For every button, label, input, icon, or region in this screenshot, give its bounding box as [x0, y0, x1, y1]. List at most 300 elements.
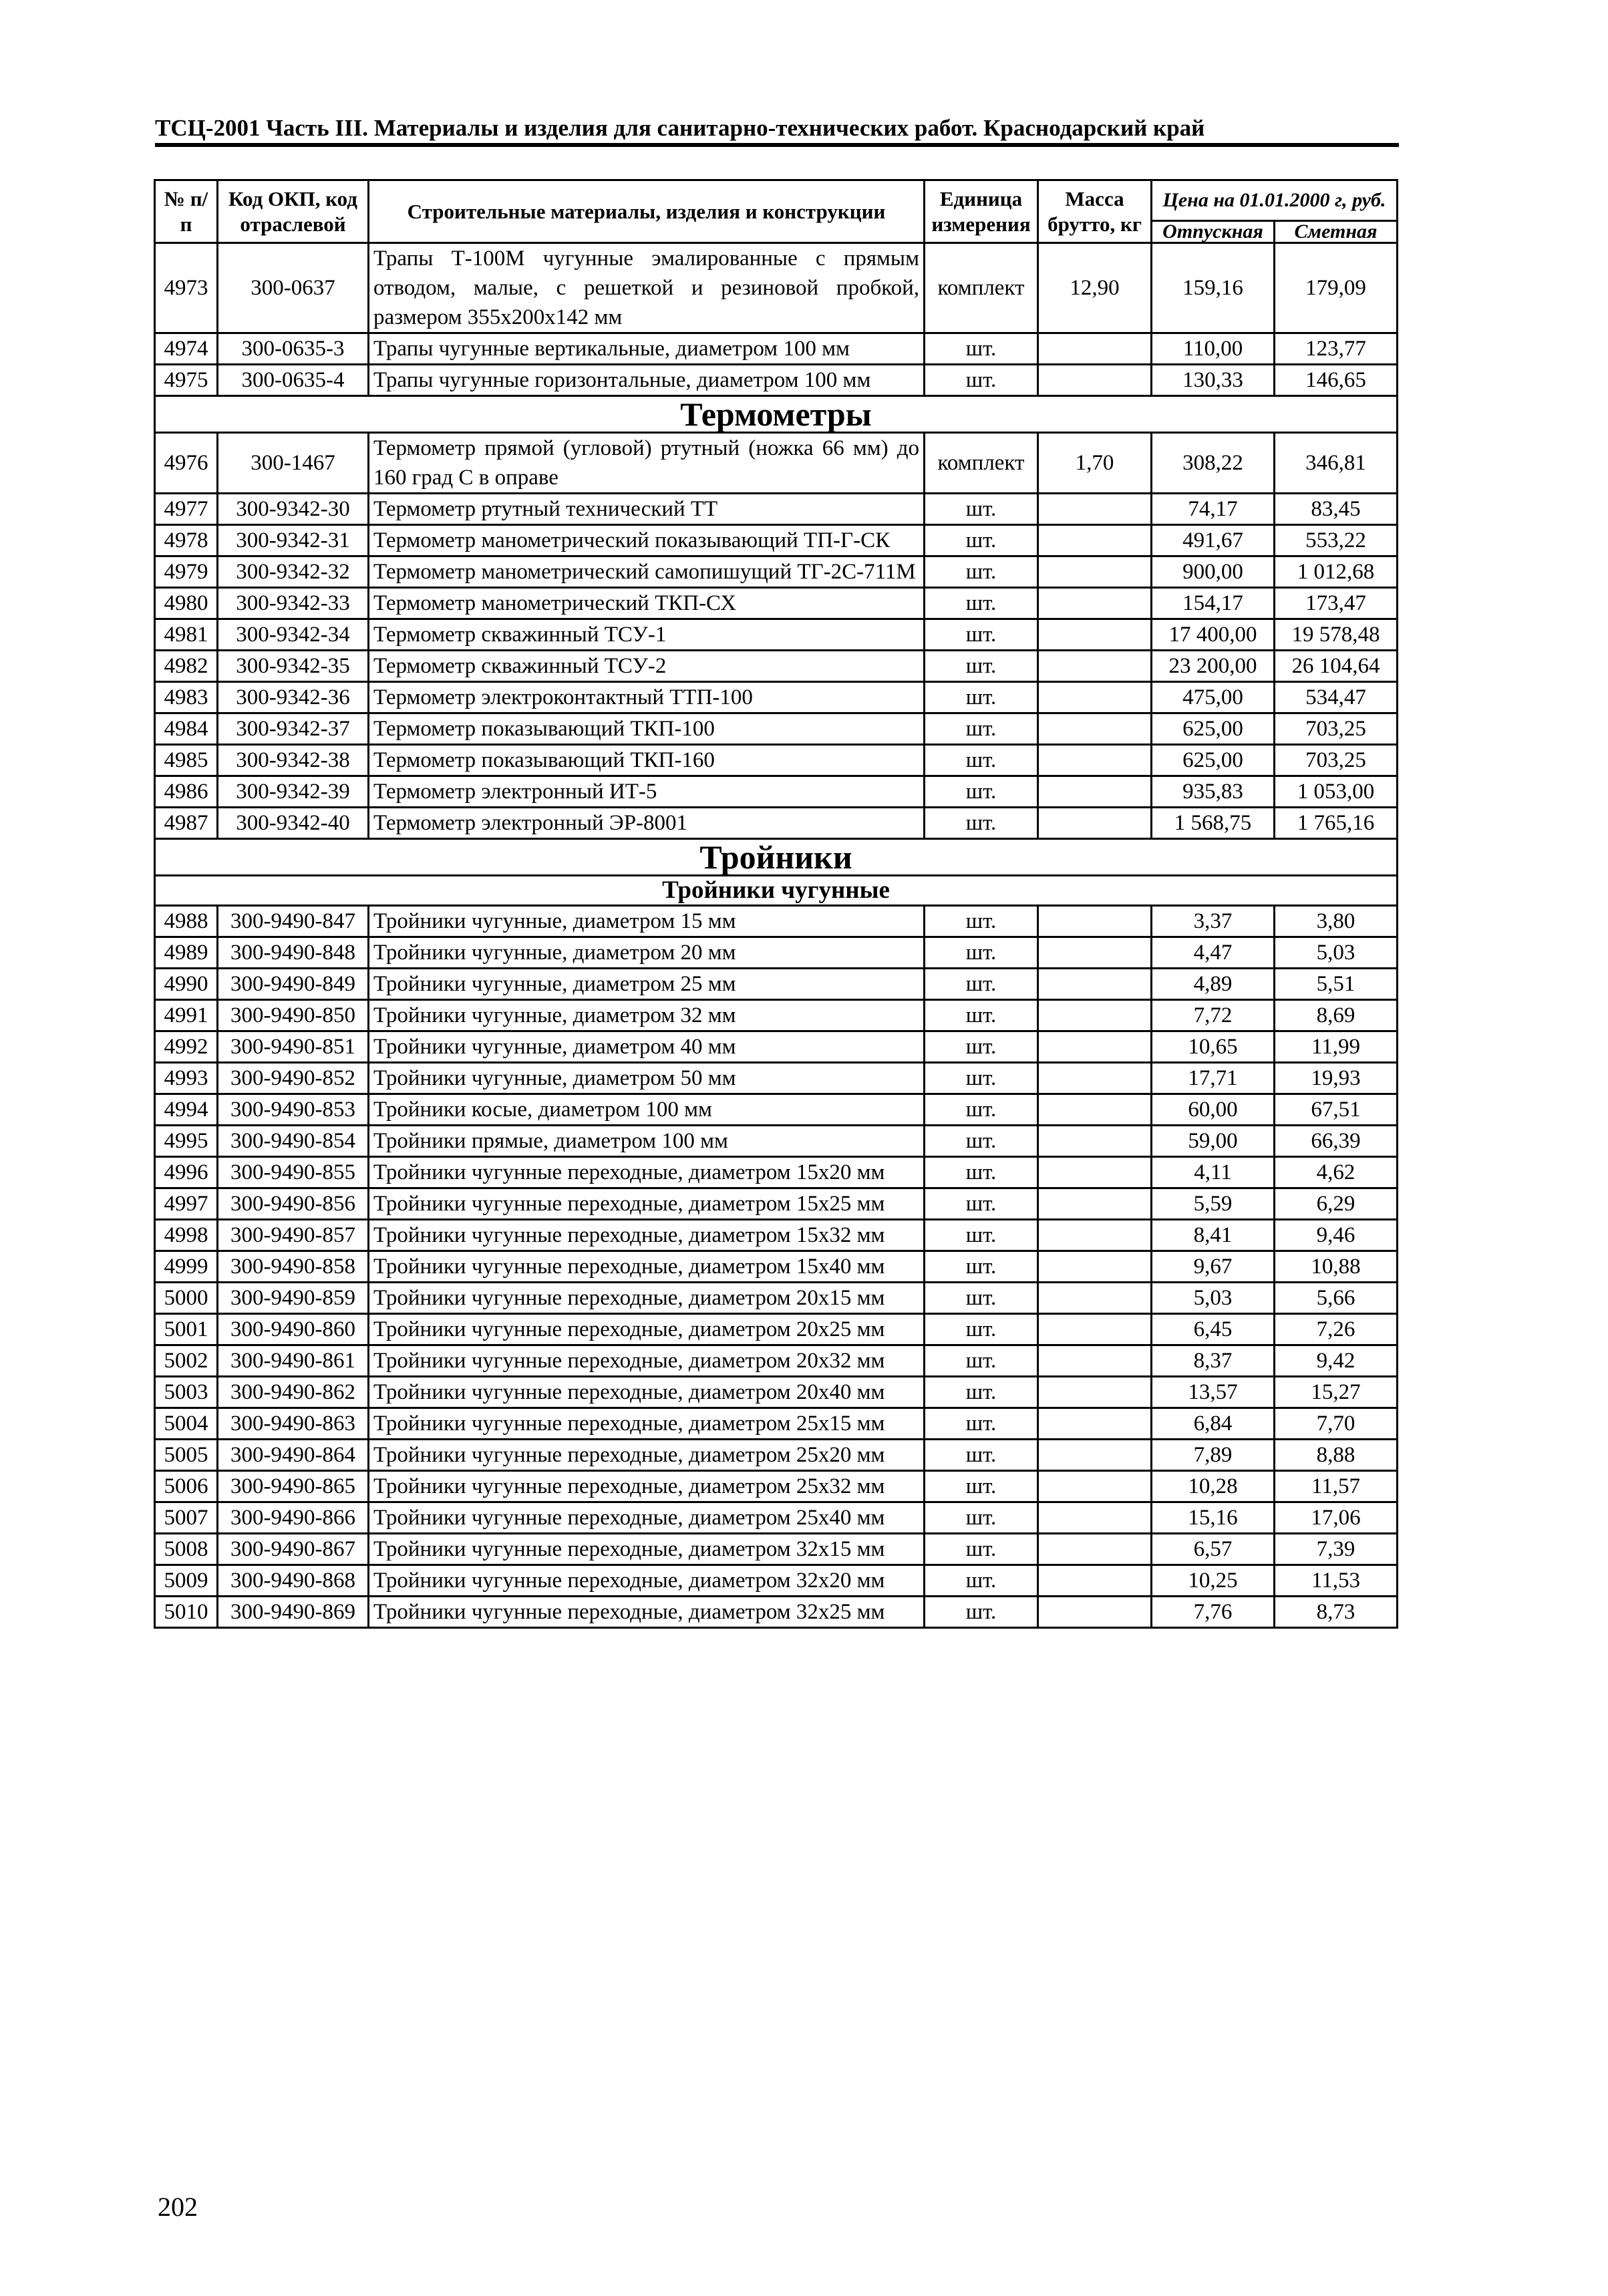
cell-mass	[1038, 1126, 1152, 1157]
cell-unit: шт.	[925, 1220, 1038, 1251]
cell-mass	[1038, 969, 1152, 1000]
cell-num: 4987	[155, 808, 218, 839]
cell-name: Трапы чугунные горизонтальные, диаметром 100 мм	[369, 365, 925, 396]
cell-price-release: 3,37	[1152, 906, 1275, 937]
cell-mass	[1038, 1440, 1152, 1471]
cell-price-estimate: 11,53	[1275, 1565, 1398, 1597]
cell-price-release: 308,22	[1152, 433, 1275, 494]
cell-price-release: 4,11	[1152, 1157, 1275, 1188]
cell-code: 300-9342-33	[218, 588, 369, 619]
cell-unit: комплект	[925, 433, 1038, 494]
cell-name: Трапы Т-100М чугунные эмалированные с прямым отводом, малые, с решеткой и резиновой пробкой, размером 355x200x142 мм	[369, 243, 925, 333]
cell-unit: шт.	[925, 1534, 1038, 1565]
cell-num: 5004	[155, 1408, 218, 1440]
cell-code: 300-9342-38	[218, 745, 369, 776]
cell-mass	[1038, 525, 1152, 556]
header-code: Код ОКП, код отраслевой	[218, 180, 369, 243]
cell-price-estimate: 1 765,16	[1275, 808, 1398, 839]
cell-unit: шт.	[925, 906, 1038, 937]
cell-name: Тройники чугунные, диаметром 15 мм	[369, 906, 925, 937]
cell-mass	[1038, 1471, 1152, 1502]
cell-name: Термометр показывающий ТКП-100	[369, 713, 925, 745]
table-row	[155, 682, 1398, 713]
cell-price-release: 23 200,00	[1152, 651, 1275, 682]
cell-code: 300-9490-852	[218, 1063, 369, 1094]
cell-price-release: 4,47	[1152, 937, 1275, 969]
cell-unit: шт.	[925, 494, 1038, 525]
cell-num: 4993	[155, 1063, 218, 1094]
table-row	[155, 1157, 1398, 1188]
cell-name: Термометр манометрический показывающий ТП-Г-СК	[369, 525, 925, 556]
cell-unit: шт.	[925, 1031, 1038, 1063]
cell-num: 4976	[155, 433, 218, 494]
section-title-tees: Тройники	[155, 839, 1398, 876]
cell-num: 5008	[155, 1534, 218, 1565]
cell-unit: шт.	[925, 619, 1038, 651]
table-row	[155, 808, 1398, 839]
cell-price-estimate: 703,25	[1275, 713, 1398, 745]
cell-code: 300-9490-857	[218, 1220, 369, 1251]
cell-mass	[1038, 556, 1152, 588]
cell-mass	[1038, 1345, 1152, 1377]
cell-code: 300-9490-869	[218, 1597, 369, 1628]
cell-unit: шт.	[925, 651, 1038, 682]
cell-mass	[1038, 1408, 1152, 1440]
cell-price-estimate: 1 053,00	[1275, 776, 1398, 808]
table-row	[155, 1440, 1398, 1471]
cell-unit: шт.	[925, 333, 1038, 365]
cell-price-release: 10,25	[1152, 1565, 1275, 1597]
cell-mass	[1038, 808, 1152, 839]
cell-name: Тройники чугунные переходные, диаметром 15x20 мм	[369, 1157, 925, 1188]
table-row	[155, 1377, 1398, 1408]
table-row	[155, 243, 1398, 333]
cell-price-release: 17 400,00	[1152, 619, 1275, 651]
cell-price-release: 8,37	[1152, 1345, 1275, 1377]
cell-price-estimate: 83,45	[1275, 494, 1398, 525]
cell-price-estimate: 67,51	[1275, 1094, 1398, 1126]
cell-name: Термометр электронный ЭР-8001	[369, 808, 925, 839]
price-table	[154, 179, 1398, 1629]
cell-price-estimate: 66,39	[1275, 1126, 1398, 1157]
cell-mass	[1038, 1534, 1152, 1565]
cell-mass	[1038, 365, 1152, 396]
cell-code: 300-9342-39	[218, 776, 369, 808]
cell-price-release: 110,00	[1152, 333, 1275, 365]
cell-code: 300-9342-35	[218, 651, 369, 682]
cell-price-estimate: 8,88	[1275, 1440, 1398, 1471]
cell-code: 300-0637	[218, 243, 369, 333]
cell-price-estimate: 1 012,68	[1275, 556, 1398, 588]
table-row	[155, 651, 1398, 682]
cell-price-release: 1 568,75	[1152, 808, 1275, 839]
cell-code: 300-9342-36	[218, 682, 369, 713]
cell-price-release: 6,57	[1152, 1534, 1275, 1565]
cell-mass	[1038, 1502, 1152, 1534]
table-row	[155, 1534, 1398, 1565]
cell-num: 4979	[155, 556, 218, 588]
cell-name: Тройники чугунные переходные, диаметром 25x32 мм	[369, 1471, 925, 1502]
cell-name: Тройники чугунные переходные, диаметром 25x15 мм	[369, 1408, 925, 1440]
table-header	[155, 180, 1398, 243]
cell-price-estimate: 5,03	[1275, 937, 1398, 969]
cell-name: Тройники чугунные, диаметром 40 мм	[369, 1031, 925, 1063]
cell-code: 300-9490-847	[218, 906, 369, 937]
cell-unit: шт.	[925, 1314, 1038, 1345]
cell-code: 300-9342-31	[218, 525, 369, 556]
table-row	[155, 1314, 1398, 1345]
table-row	[155, 1220, 1398, 1251]
cell-name: Тройники косые, диаметром 100 мм	[369, 1094, 925, 1126]
cell-num: 4977	[155, 494, 218, 525]
cell-name: Тройники чугунные переходные, диаметром 20x40 мм	[369, 1377, 925, 1408]
cell-code: 300-9490-868	[218, 1565, 369, 1597]
cell-price-estimate: 17,06	[1275, 1502, 1398, 1534]
cell-name: Тройники чугунные, диаметром 32 мм	[369, 1000, 925, 1031]
cell-num: 4989	[155, 937, 218, 969]
cell-code: 300-0635-4	[218, 365, 369, 396]
cell-mass: 1,70	[1038, 433, 1152, 494]
cell-unit: комплект	[925, 243, 1038, 333]
cell-price-release: 130,33	[1152, 365, 1275, 396]
cell-mass: 12,90	[1038, 243, 1152, 333]
cell-name: Термометр скважинный ТСУ-1	[369, 619, 925, 651]
cell-unit: шт.	[925, 525, 1038, 556]
cell-mass	[1038, 776, 1152, 808]
cell-price-release: 935,83	[1152, 776, 1275, 808]
cell-mass	[1038, 1251, 1152, 1283]
cell-code: 300-9490-866	[218, 1502, 369, 1534]
cell-mass	[1038, 1188, 1152, 1220]
table-row	[155, 1565, 1398, 1597]
cell-price-estimate: 15,27	[1275, 1377, 1398, 1408]
table-row	[155, 333, 1398, 365]
cell-num: 5003	[155, 1377, 218, 1408]
cell-mass	[1038, 682, 1152, 713]
cell-price-estimate: 11,99	[1275, 1031, 1398, 1063]
cell-num: 5009	[155, 1565, 218, 1597]
cell-name: Тройники чугунные, диаметром 25 мм	[369, 969, 925, 1000]
cell-name: Тройники чугунные переходные, диаметром 32x15 мм	[369, 1534, 925, 1565]
cell-price-estimate: 5,66	[1275, 1283, 1398, 1314]
cell-unit: шт.	[925, 937, 1038, 969]
cell-unit: шт.	[925, 1251, 1038, 1283]
cell-code: 300-9342-37	[218, 713, 369, 745]
cell-num: 4983	[155, 682, 218, 713]
table-body-tees	[155, 906, 1398, 1628]
cell-price-estimate: 553,22	[1275, 525, 1398, 556]
cell-mass	[1038, 1157, 1152, 1188]
cell-num: 4994	[155, 1094, 218, 1126]
cell-code: 300-1467	[218, 433, 369, 494]
table-row	[155, 1408, 1398, 1440]
cell-num: 4981	[155, 619, 218, 651]
cell-name: Термометр электроконтактный ТТП-100	[369, 682, 925, 713]
cell-unit: шт.	[925, 1000, 1038, 1031]
cell-mass	[1038, 713, 1152, 745]
cell-code: 300-9490-858	[218, 1251, 369, 1283]
section-tees	[155, 839, 1398, 906]
cell-price-estimate: 26 104,64	[1275, 651, 1398, 682]
cell-code: 300-0635-3	[218, 333, 369, 365]
cell-unit: шт.	[925, 808, 1038, 839]
cell-price-release: 900,00	[1152, 556, 1275, 588]
cell-name: Трапы чугунные вертикальные, диаметром 100 мм	[369, 333, 925, 365]
cell-name: Тройники чугунные, диаметром 20 мм	[369, 937, 925, 969]
table-row	[155, 1597, 1398, 1628]
cell-mass	[1038, 1094, 1152, 1126]
cell-price-release: 5,59	[1152, 1188, 1275, 1220]
page-number: 202	[158, 2192, 198, 2222]
cell-code: 300-9490-855	[218, 1157, 369, 1188]
cell-price-estimate: 4,62	[1275, 1157, 1398, 1188]
cell-unit: шт.	[925, 588, 1038, 619]
cell-price-release: 15,16	[1152, 1502, 1275, 1534]
cell-code: 300-9490-848	[218, 937, 369, 969]
cell-unit: шт.	[925, 1345, 1038, 1377]
header-price-estimate: Сметная	[1275, 221, 1398, 243]
page-header: ТСЦ-2001 Часть III. Материалы и изделия для санитарно-технических работ. Краснодарский край	[155, 115, 1205, 141]
cell-code: 300-9490-859	[218, 1283, 369, 1314]
cell-mass	[1038, 745, 1152, 776]
cell-price-release: 60,00	[1152, 1094, 1275, 1126]
cell-num: 4973	[155, 243, 218, 333]
cell-unit: шт.	[925, 776, 1038, 808]
cell-num: 4991	[155, 1000, 218, 1031]
cell-name: Тройники чугунные переходные, диаметром 15x25 мм	[369, 1188, 925, 1220]
table-row	[155, 969, 1398, 1000]
cell-code: 300-9342-34	[218, 619, 369, 651]
cell-code: 300-9490-851	[218, 1031, 369, 1063]
cell-mass	[1038, 1220, 1152, 1251]
cell-code: 300-9490-853	[218, 1094, 369, 1126]
cell-price-release: 4,89	[1152, 969, 1275, 1000]
cell-code: 300-9490-850	[218, 1000, 369, 1031]
table-row	[155, 1188, 1398, 1220]
cell-unit: шт.	[925, 1157, 1038, 1188]
table-row	[155, 1502, 1398, 1534]
cell-code: 300-9490-856	[218, 1188, 369, 1220]
cell-num: 4990	[155, 969, 218, 1000]
cell-unit: шт.	[925, 1502, 1038, 1534]
cell-price-release: 17,71	[1152, 1063, 1275, 1094]
cell-num: 5005	[155, 1440, 218, 1471]
cell-price-estimate: 8,69	[1275, 1000, 1398, 1031]
cell-mass	[1038, 1597, 1152, 1628]
cell-unit: шт.	[925, 1440, 1038, 1471]
table-row	[155, 556, 1398, 588]
cell-price-release: 5,03	[1152, 1283, 1275, 1314]
cell-price-estimate: 179,09	[1275, 243, 1398, 333]
cell-mass	[1038, 333, 1152, 365]
cell-name: Термометр прямой (угловой) ртутный (ножка 66 мм) до 160 град С в оправе	[369, 433, 925, 494]
cell-num: 5010	[155, 1597, 218, 1628]
cell-price-estimate: 9,42	[1275, 1345, 1398, 1377]
cell-unit: шт.	[925, 556, 1038, 588]
cell-unit: шт.	[925, 1377, 1038, 1408]
cell-name: Термометр скважинный ТСУ-2	[369, 651, 925, 682]
cell-price-estimate: 19,93	[1275, 1063, 1398, 1094]
cell-unit: шт.	[925, 1094, 1038, 1126]
cell-mass	[1038, 1314, 1152, 1345]
cell-num: 4978	[155, 525, 218, 556]
cell-num: 4980	[155, 588, 218, 619]
cell-price-release: 625,00	[1152, 745, 1275, 776]
table-row	[155, 365, 1398, 396]
header-unit: Единица измерения	[925, 180, 1038, 243]
cell-price-release: 475,00	[1152, 682, 1275, 713]
cell-num: 5007	[155, 1502, 218, 1534]
cell-name: Тройники чугунные, диаметром 50 мм	[369, 1063, 925, 1094]
cell-code: 300-9342-40	[218, 808, 369, 839]
cell-price-estimate: 7,70	[1275, 1408, 1398, 1440]
cell-price-estimate: 6,29	[1275, 1188, 1398, 1220]
cell-num: 4999	[155, 1251, 218, 1283]
cell-num: 4996	[155, 1157, 218, 1188]
cell-price-estimate: 7,39	[1275, 1534, 1398, 1565]
cell-price-estimate: 11,57	[1275, 1471, 1398, 1502]
cell-price-release: 7,89	[1152, 1440, 1275, 1471]
cell-num: 4998	[155, 1220, 218, 1251]
cell-name: Тройники чугунные переходные, диаметром 25x20 мм	[369, 1440, 925, 1471]
cell-code: 300-9490-862	[218, 1377, 369, 1408]
table-row	[155, 588, 1398, 619]
cell-code: 300-9490-861	[218, 1345, 369, 1377]
header-rule	[155, 143, 1399, 147]
table-row	[155, 776, 1398, 808]
cell-mass	[1038, 1031, 1152, 1063]
cell-num: 4997	[155, 1188, 218, 1220]
cell-num: 4988	[155, 906, 218, 937]
cell-unit: шт.	[925, 365, 1038, 396]
cell-num: 5006	[155, 1471, 218, 1502]
cell-price-estimate: 3,80	[1275, 906, 1398, 937]
table-row	[155, 1094, 1398, 1126]
cell-mass	[1038, 651, 1152, 682]
cell-unit: шт.	[925, 682, 1038, 713]
cell-price-estimate: 173,47	[1275, 588, 1398, 619]
cell-code: 300-9342-32	[218, 556, 369, 588]
cell-unit: шт.	[925, 1283, 1038, 1314]
table-row	[155, 433, 1398, 494]
cell-unit: шт.	[925, 1126, 1038, 1157]
table-row	[155, 1000, 1398, 1031]
table-row	[155, 1063, 1398, 1094]
table-row	[155, 713, 1398, 745]
cell-mass	[1038, 937, 1152, 969]
cell-price-estimate: 10,88	[1275, 1251, 1398, 1283]
cell-name: Тройники чугунные переходные, диаметром 15x32 мм	[369, 1220, 925, 1251]
table-body-top	[155, 243, 1398, 396]
cell-code: 300-9490-864	[218, 1440, 369, 1471]
table-row	[155, 1126, 1398, 1157]
table-row	[155, 1471, 1398, 1502]
cell-name: Термометр ртутный технический ТТ	[369, 494, 925, 525]
cell-num: 4974	[155, 333, 218, 365]
cell-unit: шт.	[925, 713, 1038, 745]
table-row	[155, 937, 1398, 969]
cell-price-release: 625,00	[1152, 713, 1275, 745]
cell-name: Термометр манометрический самопишущий ТГ-2С-711М	[369, 556, 925, 588]
cell-unit: шт.	[925, 745, 1038, 776]
table-row	[155, 1345, 1398, 1377]
table-row	[155, 906, 1398, 937]
cell-price-release: 13,57	[1152, 1377, 1275, 1408]
cell-mass	[1038, 1377, 1152, 1408]
cell-name: Тройники чугунные переходные, диаметром 20x32 мм	[369, 1345, 925, 1377]
table-row	[155, 1251, 1398, 1283]
cell-unit: шт.	[925, 1063, 1038, 1094]
cell-num: 4992	[155, 1031, 218, 1063]
cell-price-release: 7,76	[1152, 1597, 1275, 1628]
cell-mass	[1038, 494, 1152, 525]
cell-num: 4975	[155, 365, 218, 396]
cell-code: 300-9490-867	[218, 1534, 369, 1565]
cell-mass	[1038, 588, 1152, 619]
cell-unit: шт.	[925, 1597, 1038, 1628]
table-row	[155, 619, 1398, 651]
cell-name: Тройники чугунные переходные, диаметром 25x40 мм	[369, 1502, 925, 1534]
cell-name: Тройники чугунные переходные, диаметром 20x15 мм	[369, 1283, 925, 1314]
cell-name: Тройники чугунные переходные, диаметром 15x40 мм	[369, 1251, 925, 1283]
cell-price-release: 7,72	[1152, 1000, 1275, 1031]
cell-num: 5002	[155, 1345, 218, 1377]
cell-unit: шт.	[925, 1471, 1038, 1502]
cell-name: Тройники чугунные переходные, диаметром 32x20 мм	[369, 1565, 925, 1597]
cell-price-estimate: 19 578,48	[1275, 619, 1398, 651]
table-row	[155, 1283, 1398, 1314]
cell-num: 4985	[155, 745, 218, 776]
cell-code: 300-9490-865	[218, 1471, 369, 1502]
header-num: № п/п	[155, 180, 218, 243]
cell-name: Тройники чугунные переходные, диаметром 20x25 мм	[369, 1314, 925, 1345]
cell-price-release: 159,16	[1152, 243, 1275, 333]
cell-name: Тройники прямые, диаметром 100 мм	[369, 1126, 925, 1157]
cell-price-estimate: 8,73	[1275, 1597, 1398, 1628]
cell-price-release: 59,00	[1152, 1126, 1275, 1157]
header-mass: Масса брутто, кг	[1038, 180, 1152, 243]
cell-price-release: 6,45	[1152, 1314, 1275, 1345]
section-title-thermometers: Термометры	[155, 396, 1398, 433]
cell-price-release: 9,67	[1152, 1251, 1275, 1283]
table-row	[155, 494, 1398, 525]
cell-num: 4986	[155, 776, 218, 808]
cell-price-release: 6,84	[1152, 1408, 1275, 1440]
cell-price-release: 8,41	[1152, 1220, 1275, 1251]
cell-mass	[1038, 1000, 1152, 1031]
cell-price-release: 154,17	[1152, 588, 1275, 619]
header-name: Строительные материалы, изделия и конструкции	[369, 180, 925, 243]
cell-price-estimate: 703,25	[1275, 745, 1398, 776]
table-row	[155, 525, 1398, 556]
cell-unit: шт.	[925, 969, 1038, 1000]
cell-price-release: 10,65	[1152, 1031, 1275, 1063]
cell-name: Термометр показывающий ТКП-160	[369, 745, 925, 776]
cell-code: 300-9490-860	[218, 1314, 369, 1345]
cell-code: 300-9490-863	[218, 1408, 369, 1440]
table-row	[155, 1031, 1398, 1063]
cell-price-estimate: 146,65	[1275, 365, 1398, 396]
cell-price-estimate: 346,81	[1275, 433, 1398, 494]
cell-name: Термометр манометрический ТКП-СХ	[369, 588, 925, 619]
section-thermometers	[155, 396, 1398, 433]
cell-unit: шт.	[925, 1408, 1038, 1440]
cell-num: 5001	[155, 1314, 218, 1345]
cell-num: 4995	[155, 1126, 218, 1157]
cell-code: 300-9342-30	[218, 494, 369, 525]
table-body-thermometers	[155, 433, 1398, 839]
cell-price-estimate: 7,26	[1275, 1314, 1398, 1345]
